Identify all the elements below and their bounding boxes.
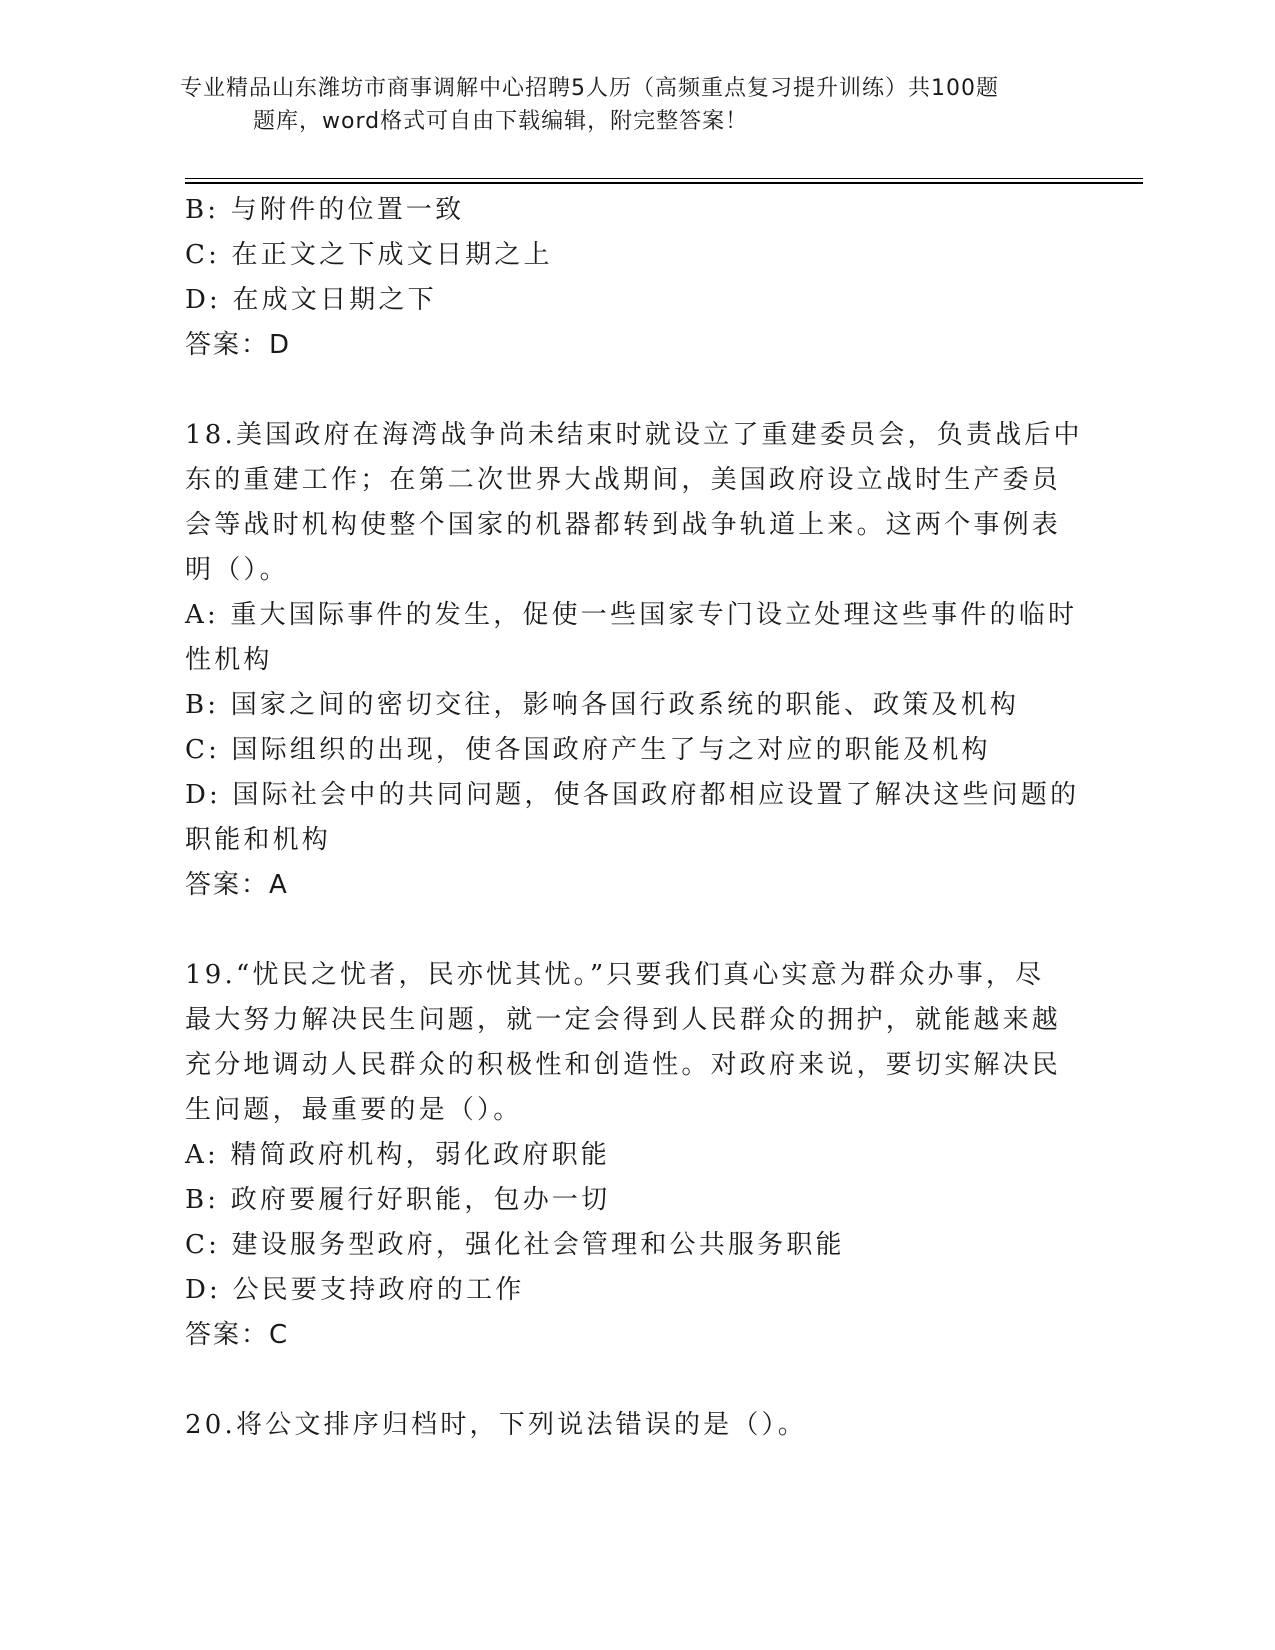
question-content [185,188,1085,1448]
spacer [185,1358,1085,1403]
question-18 [185,413,1085,908]
question-stem-line: 明（）。 [185,555,289,585]
option-c: C: 国际组织的出现，使各国政府产生了与之对应的职能及机构 [185,735,991,765]
header-title-line-1: 专业精品山东潍坊市商事调解中心招聘5人历（高频重点复习提升训练）共100题 [180,76,999,101]
spacer [185,368,1085,413]
option-d: D: 国际社会中的共同问题，使各国政府都相应设置了解决这些问题的 [185,780,1080,810]
header-divider-thin [185,178,1143,179]
question-stem-line: 最大努力解决民生问题，就一定会得到人民群众的拥护，就能越来越 [185,1005,1062,1035]
option-a-continued: 性机构 [185,645,273,675]
answer: 答案：D [185,330,292,360]
option-b: B: 政府要履行好职能，包办一切 [185,1185,611,1215]
document-header [180,72,1080,138]
question-stem-line: 充分地调动人民群众的积极性和创造性。对政府来说，要切实解决民 [185,1050,1062,1080]
spacer [185,908,1085,953]
option-a: A: 重大国际事件的发生，促使一些国家专门设立处理这些事件的临时 [185,600,1078,630]
option-d-continued: 职能和机构 [185,825,332,855]
question-stem-line: 东的重建工作；在第二次世界大战期间，美国政府设立战时生产委员 [185,465,1062,495]
question-stem-line: 会等战时机构使整个国家的机器都转到战争轨道上来。这两个事例表 [185,510,1062,540]
option-c: C: 在正文之下成文日期之上 [185,240,553,270]
question-19 [185,953,1085,1358]
question-stem-line: 生问题，最重要的是（）。 [185,1095,523,1125]
question-17-tail [185,188,1085,368]
option-b: B: 国家之间的密切交往，影响各国行政系统的职能、政策及机构 [185,690,1020,720]
option-c: C: 建设服务型政府，强化社会管理和公共服务职能 [185,1230,845,1260]
answer: 答案：A [185,870,289,900]
question-stem-line: 18.美国政府在海湾战争尚未结束时就设立了重建委员会，负责战后中 [185,420,1083,450]
header-title-line-2: 题库，word格式可自由下载编辑，附完整答案！ [253,109,749,134]
option-b: B: 与附件的位置一致 [185,195,465,225]
option-d: D: 在成文日期之下 [185,285,437,315]
header-divider-thick [185,182,1143,184]
question-20 [185,1403,1085,1448]
option-a: A: 精简政府机构，弱化政府职能 [185,1140,611,1170]
question-stem-line: 20.将公文排序归档时，下列说法错误的是（）。 [185,1410,807,1440]
option-d: D: 公民要支持政府的工作 [185,1275,525,1305]
answer: 答案：C [185,1320,290,1350]
question-stem-line: 19.“忧民之忧者，民亦忧其忧。”只要我们真心实意为群众办事，尽 [185,960,1045,990]
